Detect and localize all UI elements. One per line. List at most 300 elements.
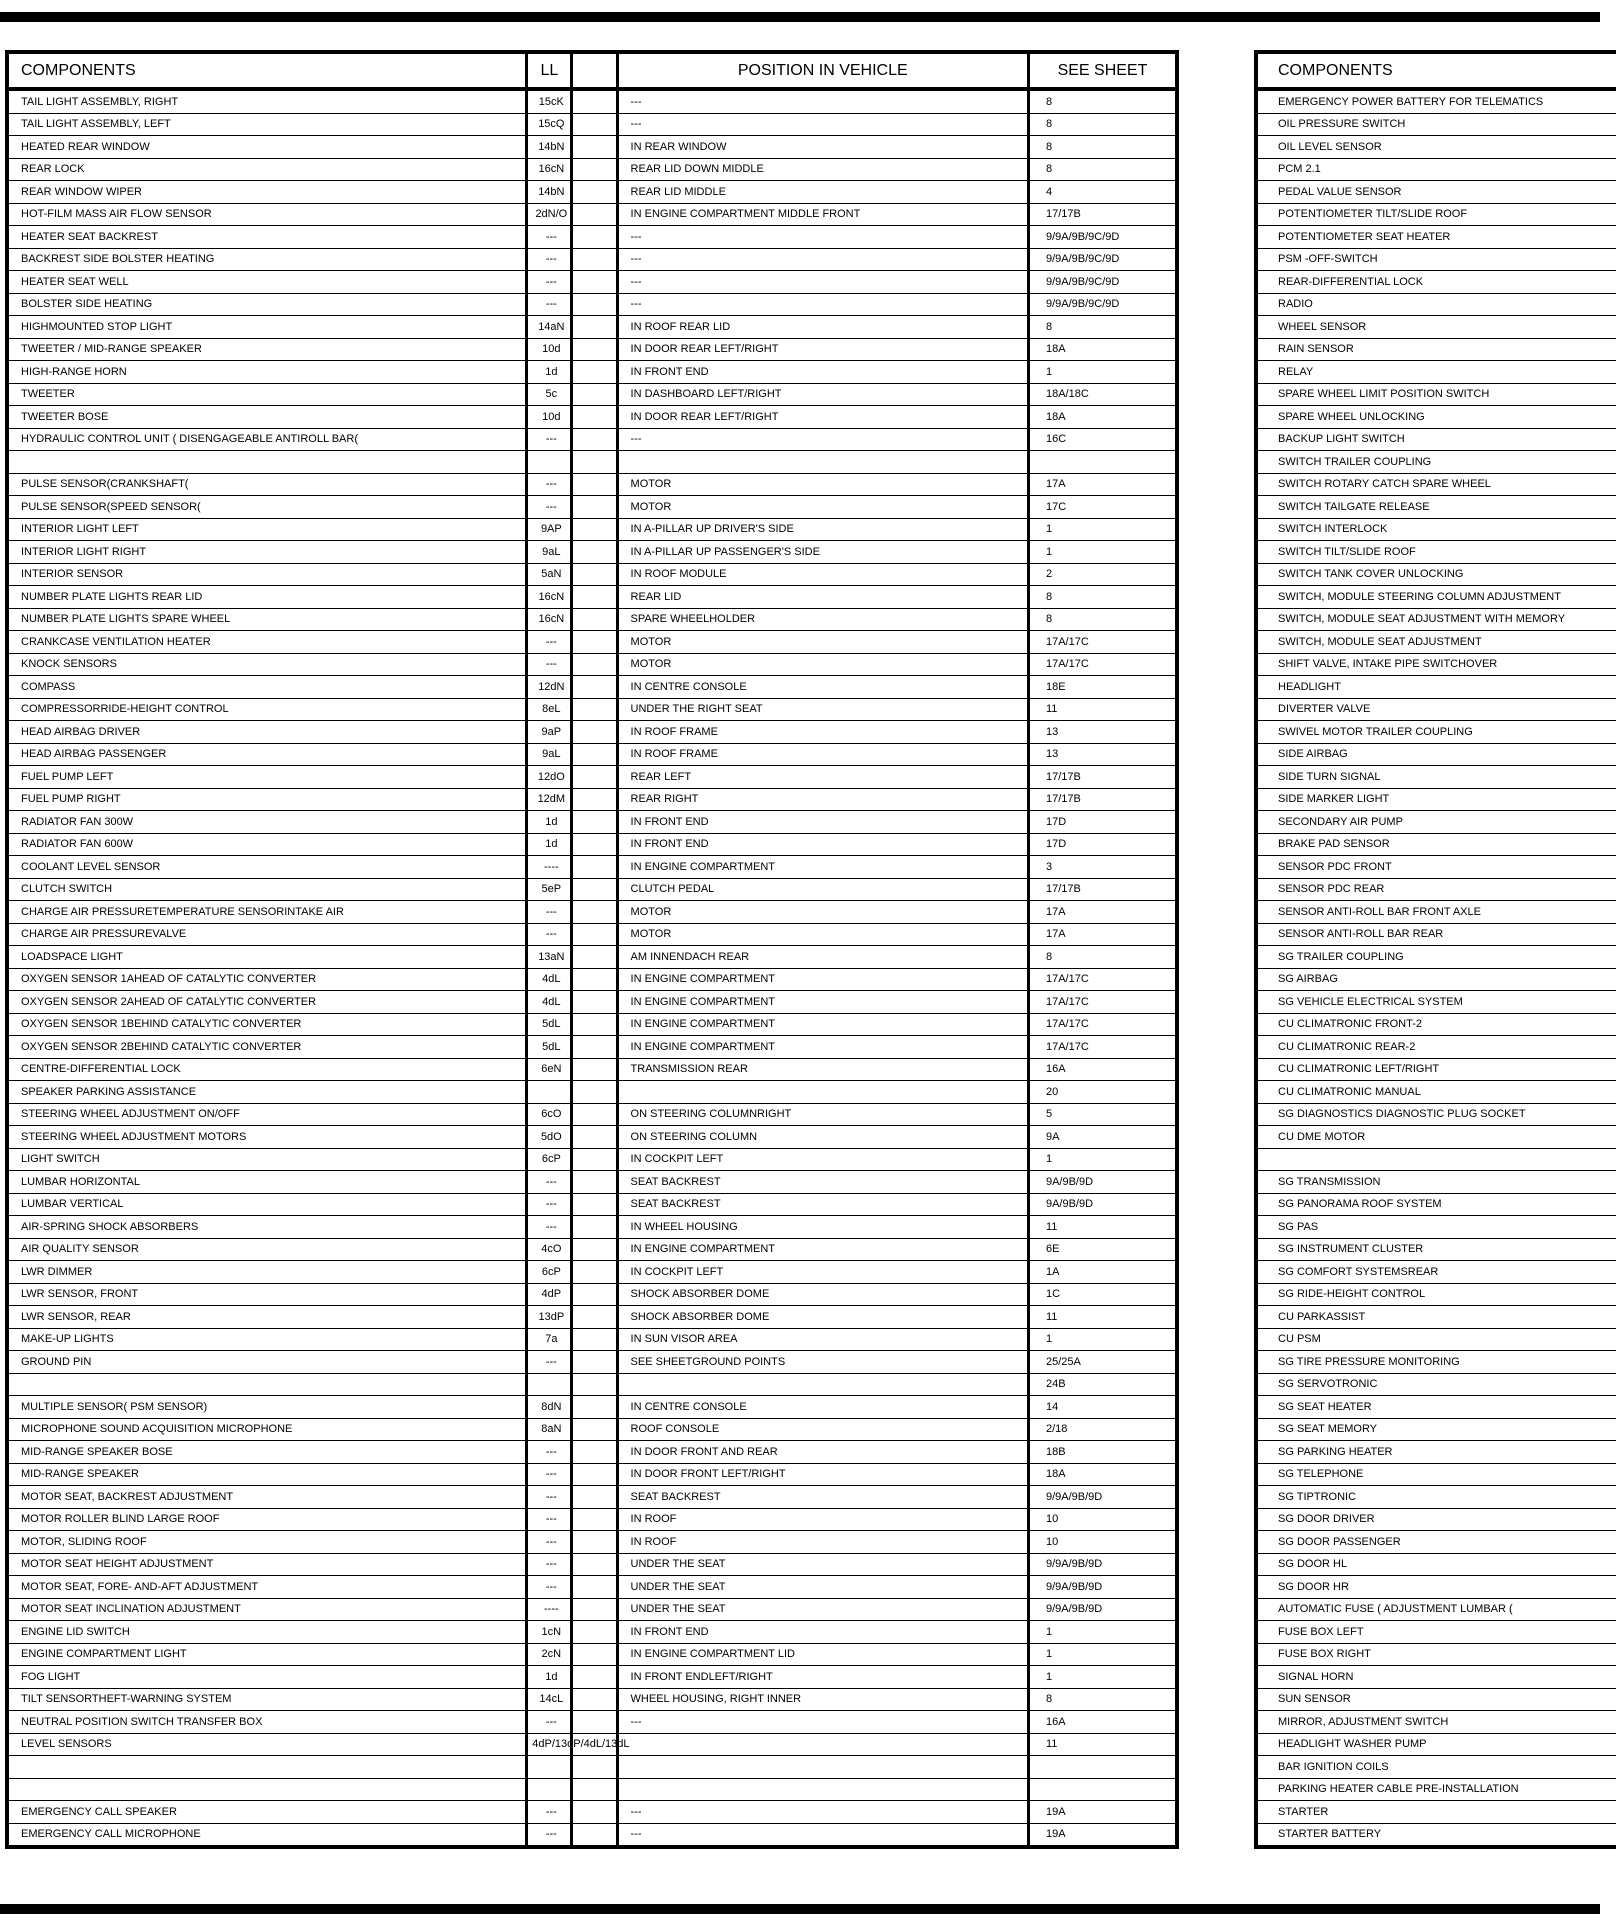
- blank-cell: [572, 518, 617, 541]
- table-row: [1256, 338, 1616, 361]
- component-cell: ENGINE COMPARTMENT LIGHT: [7, 1643, 527, 1666]
- ll-cell: 5dL: [527, 1036, 572, 1059]
- see-sheet-cell: 9A/9B/9D: [1028, 1171, 1177, 1194]
- table-row: [7, 451, 1177, 474]
- blank-cell: [572, 1171, 617, 1194]
- component-cell: PEDAL VALUE SENSOR: [1256, 181, 1616, 204]
- blank-cell: [572, 586, 617, 609]
- table-row: [7, 428, 1177, 451]
- header-blank: [572, 52, 617, 89]
- ll-cell: 9aL: [527, 541, 572, 564]
- position-cell: IN DOOR REAR LEFT/RIGHT: [617, 406, 1028, 429]
- table-row: [1256, 451, 1616, 474]
- blank-cell: [572, 248, 617, 271]
- ll-cell: 5aN: [527, 563, 572, 586]
- see-sheet-cell: 17A: [1028, 923, 1177, 946]
- table-row: [1256, 203, 1616, 226]
- blank-cell: [572, 136, 617, 159]
- see-sheet-cell: 8: [1028, 136, 1177, 159]
- component-cell: NUMBER PLATE LIGHTS REAR LID: [7, 586, 527, 609]
- table-row: [1256, 293, 1616, 316]
- component-cell: AIR-SPRING SHOCK ABSORBERS: [7, 1216, 527, 1239]
- blank-cell: [572, 721, 617, 744]
- blank-cell: [572, 1778, 617, 1801]
- position-cell: IN CENTRE CONSOLE: [617, 1396, 1028, 1419]
- blank-cell: [572, 923, 617, 946]
- table-row: [7, 406, 1177, 429]
- position-cell: IN ENGINE COMPARTMENT: [617, 1036, 1028, 1059]
- component-cell: LUMBAR HORIZONTAL: [7, 1171, 527, 1194]
- blank-cell: [572, 1238, 617, 1261]
- component-cell: CU CLIMATRONIC MANUAL: [1256, 1081, 1616, 1104]
- table-row: [1256, 1193, 1616, 1216]
- component-cell: HIGH-RANGE HORN: [7, 361, 527, 384]
- position-cell: MOTOR: [617, 901, 1028, 924]
- blank-cell: [572, 901, 617, 924]
- table-row: [7, 541, 1177, 564]
- blank-cell: [572, 653, 617, 676]
- table-row: [7, 586, 1177, 609]
- position-cell: ---: [617, 1823, 1028, 1847]
- see-sheet-cell: 11: [1028, 1216, 1177, 1239]
- component-cell: MOTOR SEAT, BACKREST ADJUSTMENT: [7, 1486, 527, 1509]
- blank-cell: [572, 1711, 617, 1734]
- table-row: [7, 1463, 1177, 1486]
- ll-cell: ---: [527, 1553, 572, 1576]
- ll-cell: 4cO: [527, 1238, 572, 1261]
- table-row: [1256, 428, 1616, 451]
- table-row: [1256, 1463, 1616, 1486]
- component-cell: FUEL PUMP LEFT: [7, 766, 527, 789]
- component-cell: STEERING WHEEL ADJUSTMENT MOTORS: [7, 1126, 527, 1149]
- see-sheet-cell: 16A: [1028, 1711, 1177, 1734]
- component-cell: SWITCH TRAILER COUPLING: [1256, 451, 1616, 474]
- ll-cell: ---: [527, 248, 572, 271]
- position-cell: ROOF CONSOLE: [617, 1418, 1028, 1441]
- table-row: [7, 1553, 1177, 1576]
- component-cell: SWITCH INTERLOCK: [1256, 518, 1616, 541]
- ll-cell: 9aP: [527, 721, 572, 744]
- table-row: [7, 1013, 1177, 1036]
- component-cell: SG SEAT HEATER: [1256, 1396, 1616, 1419]
- position-cell: IN DOOR REAR LEFT/RIGHT: [617, 338, 1028, 361]
- position-cell: ---: [617, 1711, 1028, 1734]
- component-cell: CU PARKASSIST: [1256, 1306, 1616, 1329]
- blank-cell: [572, 1216, 617, 1239]
- component-cell: SPARE WHEEL LIMIT POSITION SWITCH: [1256, 383, 1616, 406]
- blank-cell: [572, 1823, 617, 1847]
- component-cell: [1256, 1148, 1616, 1171]
- component-cell: SENSOR ANTI-ROLL BAR FRONT AXLE: [1256, 901, 1616, 924]
- table-row: [1256, 631, 1616, 654]
- position-cell: IN ENGINE COMPARTMENT LID: [617, 1643, 1028, 1666]
- component-cell: SG PAS: [1256, 1216, 1616, 1239]
- position-cell: MOTOR: [617, 473, 1028, 496]
- ll-cell: [527, 1081, 572, 1104]
- component-cell: MOTOR SEAT, FORE- AND-AFT ADJUSTMENT: [7, 1576, 527, 1599]
- blank-cell: [572, 1621, 617, 1644]
- table-row: [1256, 1576, 1616, 1599]
- see-sheet-cell: 14: [1028, 1396, 1177, 1419]
- position-cell: SHOCK ABSORBER DOME: [617, 1283, 1028, 1306]
- table-row: [1256, 473, 1616, 496]
- see-sheet-cell: 11: [1028, 698, 1177, 721]
- component-cell: CU CLIMATRONIC LEFT/RIGHT: [1256, 1058, 1616, 1081]
- table-row: [1256, 878, 1616, 901]
- see-sheet-cell: 3: [1028, 856, 1177, 879]
- blank-cell: [572, 383, 617, 406]
- component-cell: HEADLIGHT: [1256, 676, 1616, 699]
- component-cell: SWIVEL MOTOR TRAILER COUPLING: [1256, 721, 1616, 744]
- table-row: [7, 1036, 1177, 1059]
- component-cell: BOLSTER SIDE HEATING: [7, 293, 527, 316]
- ll-cell: ---: [527, 293, 572, 316]
- see-sheet-cell: 9/9A/9B/9C/9D: [1028, 248, 1177, 271]
- table-row: [1256, 1778, 1616, 1801]
- ll-cell: 12dM: [527, 788, 572, 811]
- component-cell: PULSE SENSOR(SPEED SENSOR(: [7, 496, 527, 519]
- component-cell: SWITCH TAILGATE RELEASE: [1256, 496, 1616, 519]
- component-cell: LWR DIMMER: [7, 1261, 527, 1284]
- ll-cell: ----: [527, 856, 572, 879]
- see-sheet-cell: 1: [1028, 1148, 1177, 1171]
- table-row: [1256, 1418, 1616, 1441]
- table-row: [7, 316, 1177, 339]
- ll-cell: 5c: [527, 383, 572, 406]
- see-sheet-cell: 17/17B: [1028, 878, 1177, 901]
- table-row: [7, 181, 1177, 204]
- table-row: [1256, 1598, 1616, 1621]
- table-row: [7, 901, 1177, 924]
- blank-cell: [572, 1058, 617, 1081]
- table-row: [7, 721, 1177, 744]
- component-cell: COMPASS: [7, 676, 527, 699]
- component-cell: SG DOOR DRIVER: [1256, 1508, 1616, 1531]
- blank-cell: [572, 1328, 617, 1351]
- table-row: [1256, 1036, 1616, 1059]
- component-cell: LEVEL SENSORS: [7, 1733, 527, 1756]
- see-sheet-cell: 17A: [1028, 473, 1177, 496]
- position-cell: [617, 1373, 1028, 1396]
- blank-cell: [572, 1643, 617, 1666]
- see-sheet-cell: 25/25A: [1028, 1351, 1177, 1374]
- table-row: [7, 203, 1177, 226]
- see-sheet-cell: 17A/17C: [1028, 991, 1177, 1014]
- table-row: [1256, 1126, 1616, 1149]
- position-cell: ---: [617, 428, 1028, 451]
- see-sheet-cell: 19A: [1028, 1823, 1177, 1847]
- component-cell: MID-RANGE SPEAKER BOSE: [7, 1441, 527, 1464]
- component-cell: SECONDARY AIR PUMP: [1256, 811, 1616, 834]
- blank-cell: [572, 1351, 617, 1374]
- see-sheet-cell: 18A: [1028, 406, 1177, 429]
- position-cell: IN SUN VISOR AREA: [617, 1328, 1028, 1351]
- component-cell: NEUTRAL POSITION SWITCH TRANSFER BOX: [7, 1711, 527, 1734]
- component-cell: BAR IGNITION COILS: [1256, 1756, 1616, 1779]
- table-row: [7, 923, 1177, 946]
- blank-cell: [572, 451, 617, 474]
- component-cell: SG INSTRUMENT CLUSTER: [1256, 1238, 1616, 1261]
- blank-cell: [572, 226, 617, 249]
- table-row: [7, 361, 1177, 384]
- ll-cell: ---: [527, 428, 572, 451]
- table-row: [1256, 541, 1616, 564]
- table-row: [1256, 1261, 1616, 1284]
- component-cell: SG TRANSMISSION: [1256, 1171, 1616, 1194]
- table-row: [1256, 743, 1616, 766]
- see-sheet-cell: 1: [1028, 1328, 1177, 1351]
- table-row: [7, 338, 1177, 361]
- table-row: [7, 1373, 1177, 1396]
- position-cell: UNDER THE SEAT: [617, 1598, 1028, 1621]
- ll-cell: ---: [527, 271, 572, 294]
- blank-cell: [572, 496, 617, 519]
- ll-cell: 12dN: [527, 676, 572, 699]
- table-row: [1256, 1328, 1616, 1351]
- position-cell: SEAT BACKREST: [617, 1486, 1028, 1509]
- component-cell: HYDRAULIC CONTROL UNIT ( DISENGAGEABLE ANTIROLL BAR(: [7, 428, 527, 451]
- component-cell: STEERING WHEEL ADJUSTMENT ON/OFF: [7, 1103, 527, 1126]
- table-header-row: [7, 52, 1177, 89]
- table-header-row: [1256, 52, 1616, 89]
- see-sheet-cell: 18A: [1028, 338, 1177, 361]
- see-sheet-cell: 18A: [1028, 1463, 1177, 1486]
- see-sheet-cell: 17A/17C: [1028, 653, 1177, 676]
- blank-cell: [572, 856, 617, 879]
- table-row: [1256, 923, 1616, 946]
- component-cell: CU DME MOTOR: [1256, 1126, 1616, 1149]
- position-cell: IN ROOF MODULE: [617, 563, 1028, 586]
- ll-cell: 10d: [527, 406, 572, 429]
- component-cell: CHARGE AIR PRESSUREVALVE: [7, 923, 527, 946]
- see-sheet-cell: 5: [1028, 1103, 1177, 1126]
- table-row: [7, 788, 1177, 811]
- table-row: [7, 878, 1177, 901]
- component-cell: SG SEAT MEMORY: [1256, 1418, 1616, 1441]
- ll-cell: 14bN: [527, 136, 572, 159]
- table-row: [1256, 316, 1616, 339]
- see-sheet-cell: 9/9A/9B/9D: [1028, 1486, 1177, 1509]
- see-sheet-cell: 16A: [1028, 1058, 1177, 1081]
- ll-cell: 1d: [527, 811, 572, 834]
- see-sheet-cell: 17A/17C: [1028, 631, 1177, 654]
- component-cell: AIR QUALITY SENSOR: [7, 1238, 527, 1261]
- component-cell: LUMBAR VERTICAL: [7, 1193, 527, 1216]
- position-cell: ---: [617, 89, 1028, 113]
- table-row: [1256, 676, 1616, 699]
- component-cell: HIGHMOUNTED STOP LIGHT: [7, 316, 527, 339]
- component-cell: FUEL PUMP RIGHT: [7, 788, 527, 811]
- component-cell: CU PSM: [1256, 1328, 1616, 1351]
- blank-cell: [572, 1418, 617, 1441]
- see-sheet-cell: 1C: [1028, 1283, 1177, 1306]
- position-cell: IN FRONT END: [617, 361, 1028, 384]
- component-cell: OXYGEN SENSOR 2AHEAD OF CATALYTIC CONVERTER: [7, 991, 527, 1014]
- position-cell: IN ENGINE COMPARTMENT: [617, 968, 1028, 991]
- ll-cell: 9aL: [527, 743, 572, 766]
- table-row: [1256, 1171, 1616, 1194]
- position-cell: IN FRONT END: [617, 1621, 1028, 1644]
- table-row: [7, 1688, 1177, 1711]
- component-cell: SG DOOR HR: [1256, 1576, 1616, 1599]
- table-row: [7, 1621, 1177, 1644]
- component-cell: TAIL LIGHT ASSEMBLY, RIGHT: [7, 89, 527, 113]
- component-cell: FOG LIGHT: [7, 1666, 527, 1689]
- ll-cell: 6eN: [527, 1058, 572, 1081]
- blank-cell: [572, 1306, 617, 1329]
- table-row: [1256, 1306, 1616, 1329]
- component-cell: SIGNAL HORN: [1256, 1666, 1616, 1689]
- ll-cell: 6cO: [527, 1103, 572, 1126]
- ll-cell: 14bN: [527, 181, 572, 204]
- position-cell: [617, 1081, 1028, 1104]
- table-row: [1256, 271, 1616, 294]
- table-row: [7, 1103, 1177, 1126]
- header-ll: LL: [527, 52, 572, 89]
- table-row: [7, 496, 1177, 519]
- table-row: [1256, 788, 1616, 811]
- position-cell: IN ROOF FRAME: [617, 721, 1028, 744]
- table-row: [7, 991, 1177, 1014]
- see-sheet-cell: 11: [1028, 1306, 1177, 1329]
- component-cell: RELAY: [1256, 361, 1616, 384]
- position-cell: IN ENGINE COMPARTMENT: [617, 1238, 1028, 1261]
- position-cell: REAR LID: [617, 586, 1028, 609]
- see-sheet-cell: 9A/9B/9D: [1028, 1193, 1177, 1216]
- blank-cell: [572, 811, 617, 834]
- see-sheet-cell: 8: [1028, 89, 1177, 113]
- position-cell: IN ROOF FRAME: [617, 743, 1028, 766]
- blank-cell: [572, 608, 617, 631]
- ll-cell: 12dO: [527, 766, 572, 789]
- component-cell: SG DIAGNOSTICS DIAGNOSTIC PLUG SOCKET: [1256, 1103, 1616, 1126]
- position-cell: REAR LID MIDDLE: [617, 181, 1028, 204]
- blank-cell: [572, 991, 617, 1014]
- components-table-left: [5, 50, 1179, 1849]
- position-cell: [617, 1733, 1028, 1756]
- blank-cell: [572, 203, 617, 226]
- component-cell: RADIO: [1256, 293, 1616, 316]
- component-cell: TILT SENSORTHEFT-WARNING SYSTEM: [7, 1688, 527, 1711]
- ll-cell: ---: [527, 1193, 572, 1216]
- blank-cell: [572, 473, 617, 496]
- component-cell: SENSOR PDC REAR: [1256, 878, 1616, 901]
- header-position: POSITION IN VEHICLE: [617, 52, 1028, 89]
- blank-cell: [572, 676, 617, 699]
- ll-cell: 4dP/13dP/4dL/13dL: [527, 1733, 572, 1756]
- ll-cell: 14aN: [527, 316, 572, 339]
- component-cell: DIVERTER VALVE: [1256, 698, 1616, 721]
- table-row: [1256, 856, 1616, 879]
- position-cell: IN ROOF REAR LID: [617, 316, 1028, 339]
- blank-cell: [572, 89, 617, 113]
- position-cell: IN ROOF: [617, 1531, 1028, 1554]
- table-row: [1256, 698, 1616, 721]
- component-cell: HEATER SEAT WELL: [7, 271, 527, 294]
- see-sheet-cell: 17D: [1028, 833, 1177, 856]
- component-cell: GROUND PIN: [7, 1351, 527, 1374]
- blank-cell: [572, 788, 617, 811]
- blank-cell: [572, 1373, 617, 1396]
- blank-cell: [572, 158, 617, 181]
- position-cell: REAR LID DOWN MIDDLE: [617, 158, 1028, 181]
- component-cell: SENSOR ANTI-ROLL BAR REAR: [1256, 923, 1616, 946]
- position-cell: MOTOR: [617, 631, 1028, 654]
- ll-cell: ---: [527, 226, 572, 249]
- ll-cell: 8eL: [527, 698, 572, 721]
- table-row: [7, 1216, 1177, 1239]
- table-row: [7, 293, 1177, 316]
- position-cell: [617, 451, 1028, 474]
- table-row: [7, 1238, 1177, 1261]
- table-row: [7, 271, 1177, 294]
- component-cell: SG DOOR HL: [1256, 1553, 1616, 1576]
- table-row: [1256, 721, 1616, 744]
- component-cell: PULSE SENSOR(CRANKSHAFT(: [7, 473, 527, 496]
- blank-cell: [572, 338, 617, 361]
- position-cell: ---: [617, 271, 1028, 294]
- component-cell: TWEETER / MID-RANGE SPEAKER: [7, 338, 527, 361]
- component-cell: CU CLIMATRONIC REAR-2: [1256, 1036, 1616, 1059]
- table-row: [7, 743, 1177, 766]
- see-sheet-cell: 9/9A/9B/9D: [1028, 1576, 1177, 1599]
- component-cell: MOTOR, SLIDING ROOF: [7, 1531, 527, 1554]
- table-row: [1256, 1396, 1616, 1419]
- table-row: [7, 608, 1177, 631]
- ll-cell: 8dN: [527, 1396, 572, 1419]
- ll-cell: [527, 1778, 572, 1801]
- blank-cell: [572, 1081, 617, 1104]
- component-cell: LIGHT SWITCH: [7, 1148, 527, 1171]
- components-table-right: [1254, 50, 1616, 1849]
- table-row: [1256, 1666, 1616, 1689]
- see-sheet-cell: 6E: [1028, 1238, 1177, 1261]
- table-row: [7, 1193, 1177, 1216]
- table-row: [1256, 1103, 1616, 1126]
- component-cell: SWITCH, MODULE SEAT ADJUSTMENT WITH MEMORY: [1256, 608, 1616, 631]
- position-cell: AM INNENDACH REAR: [617, 946, 1028, 969]
- blank-cell: [572, 1576, 617, 1599]
- table-row: [7, 1058, 1177, 1081]
- position-cell: IN ENGINE COMPARTMENT: [617, 1013, 1028, 1036]
- ll-cell: 4dL: [527, 968, 572, 991]
- ll-cell: 15cQ: [527, 113, 572, 136]
- see-sheet-cell: 2: [1028, 563, 1177, 586]
- component-cell: INTERIOR LIGHT RIGHT: [7, 541, 527, 564]
- see-sheet-cell: 1: [1028, 1621, 1177, 1644]
- table-row: [1256, 496, 1616, 519]
- component-cell: SWITCH ROTARY CATCH SPARE WHEEL: [1256, 473, 1616, 496]
- component-cell: SG AIRBAG: [1256, 968, 1616, 991]
- table-row: [7, 1756, 1177, 1779]
- see-sheet-cell: 24B: [1028, 1373, 1177, 1396]
- position-cell: IN FRONT END: [617, 811, 1028, 834]
- ll-cell: 4dL: [527, 991, 572, 1014]
- see-sheet-cell: 17A/17C: [1028, 1036, 1177, 1059]
- table-row: [7, 1171, 1177, 1194]
- blank-cell: [572, 1553, 617, 1576]
- position-cell: IN WHEEL HOUSING: [617, 1216, 1028, 1239]
- see-sheet-cell: 8: [1028, 946, 1177, 969]
- position-cell: IN ENGINE COMPARTMENT: [617, 991, 1028, 1014]
- table-row: [1256, 833, 1616, 856]
- ll-cell: ---: [527, 1508, 572, 1531]
- component-cell: PARKING HEATER CABLE PRE-INSTALLATION: [1256, 1778, 1616, 1801]
- blank-cell: [572, 293, 617, 316]
- table-row: [7, 1328, 1177, 1351]
- component-cell: SPARE WHEEL UNLOCKING: [1256, 406, 1616, 429]
- table-row: [7, 1126, 1177, 1149]
